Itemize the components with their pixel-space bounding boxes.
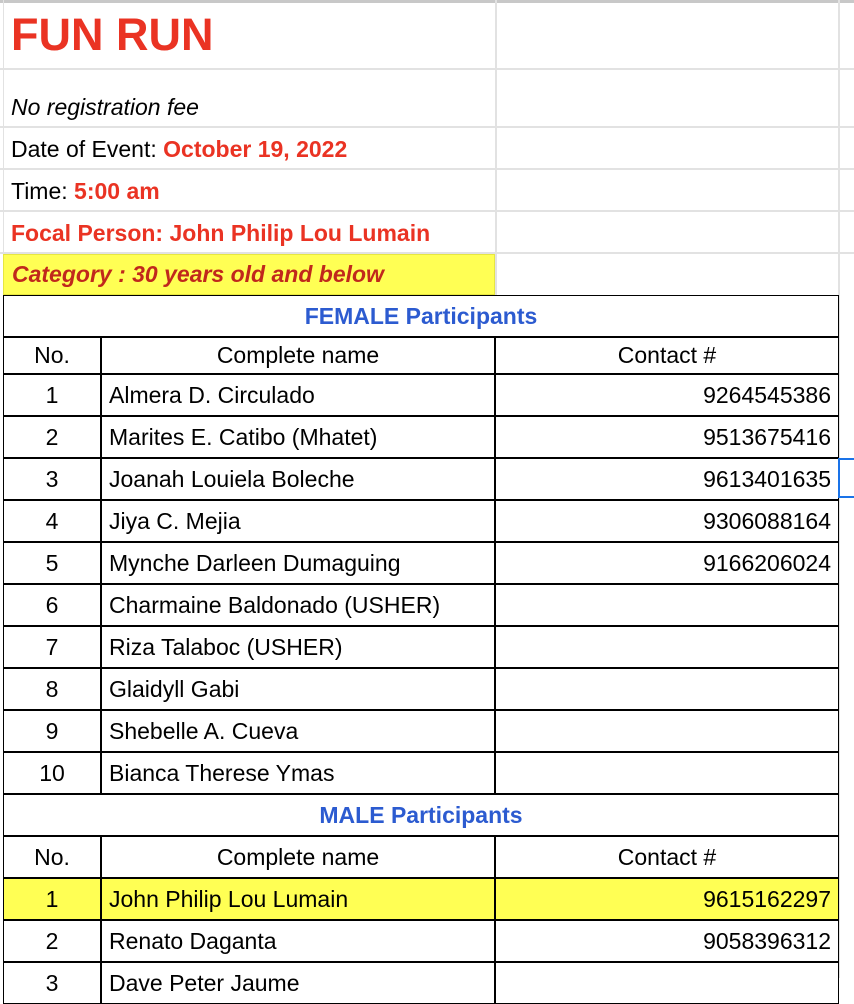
cell-no[interactable]: 7 [3, 626, 101, 668]
event-date [11, 128, 347, 170]
time-value: 5:00 am [74, 177, 160, 204]
date-value: October 19, 2022 [163, 135, 348, 162]
cell-name[interactable]: Bianca Therese Ymas [101, 752, 495, 794]
event-time [11, 170, 160, 212]
cell-name[interactable]: Riza Talaboc (USHER) [101, 626, 495, 668]
header-contact[interactable]: Contact # [495, 836, 839, 878]
cell-contact[interactable]: 9264545386 [495, 374, 839, 416]
cell-name[interactable]: Almera D. Circulado [101, 374, 495, 416]
cell-contact[interactable] [495, 668, 839, 710]
cell-no[interactable]: 1 [3, 878, 101, 920]
cell-contact[interactable]: 9306088164 [495, 500, 839, 542]
header-contact[interactable]: Contact # [495, 337, 839, 374]
cell-name[interactable]: Marites E. Catibo (Mhatet) [101, 416, 495, 458]
category-label: Category : 30 years old and below [3, 254, 495, 295]
cell-contact[interactable]: 9513675416 [495, 416, 839, 458]
cell-no[interactable]: 6 [3, 584, 101, 626]
fee-note: No registration fee [11, 93, 199, 120]
focal-person: Focal Person: John Philip Lou Lumain [11, 219, 431, 246]
header-no[interactable]: No. [3, 836, 101, 878]
cell-name[interactable]: Dave Peter Jaume [101, 962, 495, 1004]
cell-no[interactable]: 3 [3, 962, 101, 1004]
header-no[interactable]: No. [3, 337, 101, 374]
female-participants-heading: FEMALE Participants [3, 295, 839, 337]
cell-no[interactable]: 4 [3, 500, 101, 542]
header-name[interactable]: Complete name [101, 836, 495, 878]
gridline [495, 0, 497, 295]
cell-name[interactable]: Jiya C. Mejia [101, 500, 495, 542]
cell-name[interactable]: Glaidyll Gabi [101, 668, 495, 710]
cell-contact[interactable] [495, 962, 839, 1004]
male-participants-heading: MALE Participants [3, 794, 839, 836]
cell-contact[interactable] [495, 584, 839, 626]
cell-no[interactable]: 2 [3, 416, 101, 458]
selected-cell-indicator [838, 458, 854, 498]
cell-contact[interactable]: 9166206024 [495, 542, 839, 584]
cell-no[interactable]: 9 [3, 710, 101, 752]
cell-no[interactable]: 8 [3, 668, 101, 710]
cell-contact[interactable] [495, 626, 839, 668]
cell-contact[interactable]: 9058396312 [495, 920, 839, 962]
event-title: FUN RUN [11, 8, 214, 60]
cell-contact[interactable] [495, 752, 839, 794]
cell-no[interactable]: 2 [3, 920, 101, 962]
cell-name[interactable]: Joanah Louiela Boleche [101, 458, 495, 500]
cell-no[interactable]: 1 [3, 374, 101, 416]
cell-name[interactable]: John Philip Lou Lumain [101, 878, 495, 920]
cell-contact[interactable] [495, 710, 839, 752]
date-label: Date of Event: [11, 135, 164, 162]
cell-name[interactable]: Shebelle A. Cueva [101, 710, 495, 752]
cell-no[interactable]: 10 [3, 752, 101, 794]
cell-name[interactable]: Renato Daganta [101, 920, 495, 962]
cell-name[interactable]: Charmaine Baldonado (USHER) [101, 584, 495, 626]
cell-no[interactable]: 3 [3, 458, 101, 500]
header-name[interactable]: Complete name [101, 337, 495, 374]
time-label: Time: [11, 177, 75, 204]
cell-contact[interactable]: 9615162297 [495, 878, 839, 920]
cell-no[interactable]: 5 [3, 542, 101, 584]
cell-name[interactable]: Mynche Darleen Dumaguing [101, 542, 495, 584]
cell-contact[interactable]: 9613401635 [495, 458, 839, 500]
